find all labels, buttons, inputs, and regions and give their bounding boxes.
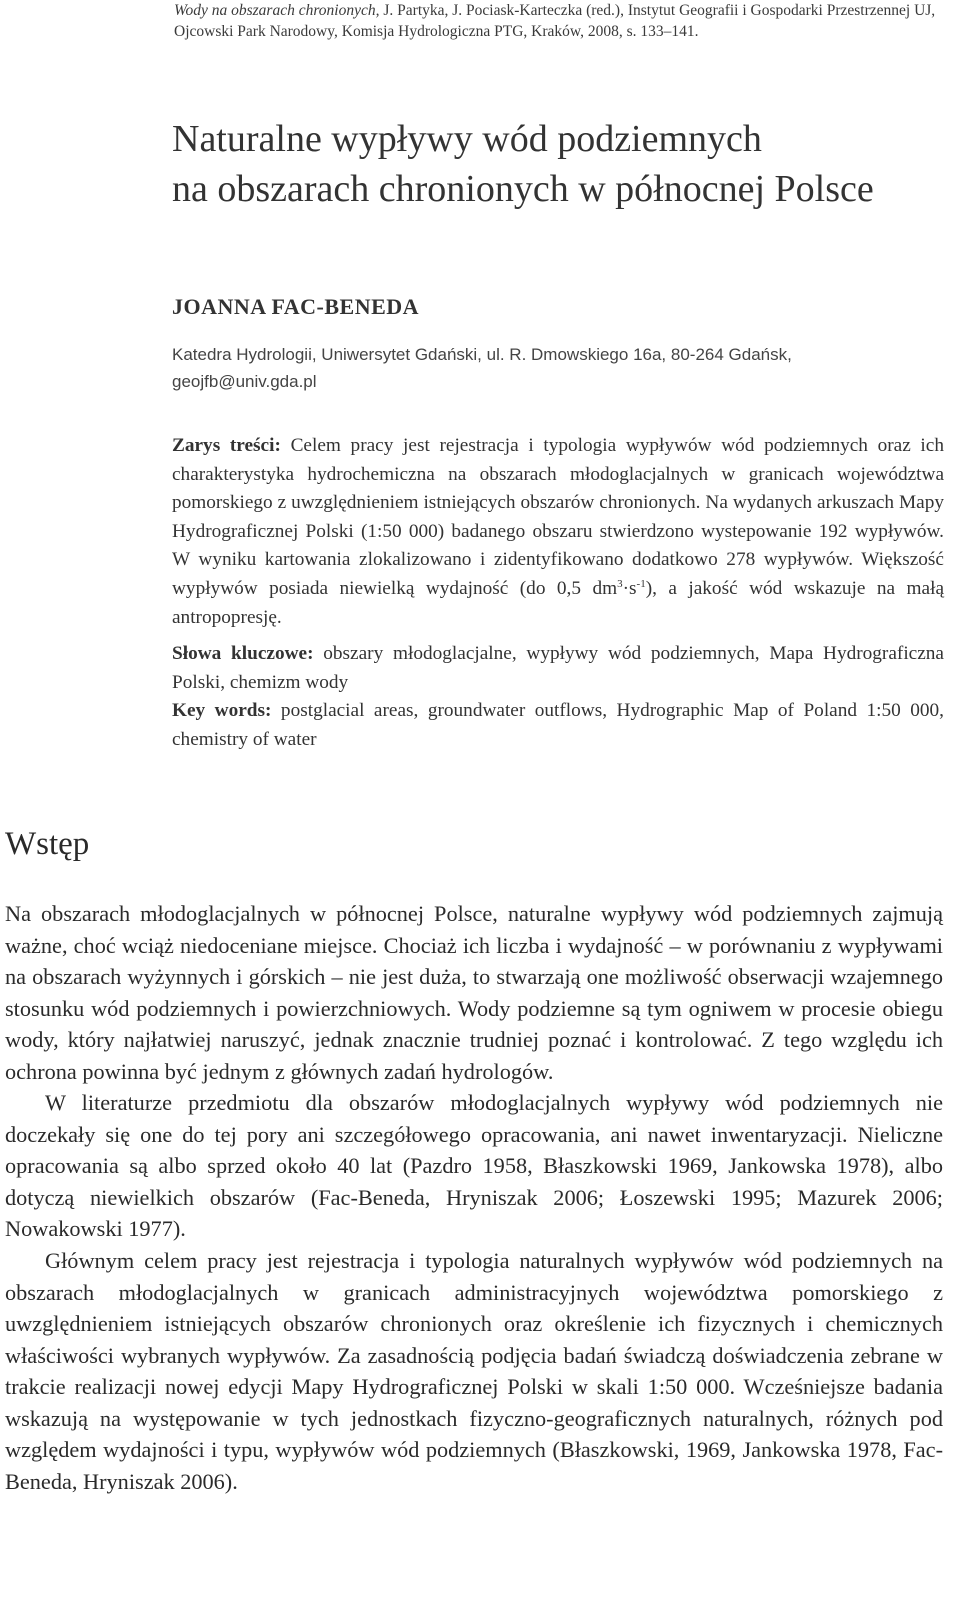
section-body: [5, 898, 943, 1497]
abstract: [172, 432, 944, 632]
keywords-polish-text: obszary młodoglacjalne, wypływy wód podziemnych, Mapa Hydrograficzna Polski, chemizm wody: [172, 643, 944, 693]
abstract-label: Zarys treści:: [172, 435, 281, 456]
unit-superscript-minus-1: -1: [636, 577, 646, 590]
abstract-text-end: ), a jakość wód wskazuje na małą antropopresję.: [172, 577, 945, 628]
keywords-english: [172, 697, 944, 754]
article-title-line-2: na obszarach chronionych w północnej Polsce: [172, 168, 874, 210]
abstract-block: [172, 432, 944, 755]
article-title: [172, 114, 944, 214]
citation-details: J. Partyka, J. Pociask-Karteczka (red.), Instytut Geografii i Gospodarki Przestrzennej UJ, Ojcowski Park Narodowy, Komisja Hydrologiczna PTG, Kraków, 2008, s. 133–141.: [174, 2, 936, 40]
citation-header: [174, 0, 946, 42]
section-heading: Wstęp: [5, 826, 90, 862]
keywords-polish-label: Słowa kluczowe:: [172, 643, 314, 665]
unit-middle: ·s: [622, 577, 637, 599]
source-title: Wody na obszarach chronionych,: [174, 2, 380, 19]
keywords-english-text: postglacial areas, groundwater outflows, Hydrographic Map of Poland 1:50 000, chemistry of water: [172, 700, 944, 750]
affiliation: [172, 341, 944, 395]
paragraph-1: Na obszarach młodoglacjalnych w północnej Polsce, naturalne wypływy wód podziemnych zajmują ważne, choć wciąż niedoceniane miejsce. Chociaż ich liczba i wydajność – w porównaniu z wypływami na obszarach wyżynnych i górskich – nie jest duża, to stwarzają one możliwość obserwacji wzajemnego stosunku wód podziemnych i powierzchniowych. Wody podziemne są tym ogniwem w procesie obiegu wody, który najłatwiej naruszyć, jednak znacznie trudniej poznać i kontrolować. Z tego względu ich ochrona powinna być jednym z głównych zadań hydrologów.: [5, 901, 943, 1084]
affiliation-address: Katedra Hydrologii, Uniwersytet Gdański, ul. R. Dmowskiego 16a, 80-264 Gdańsk,: [172, 345, 792, 364]
keywords-english-label: Key words:: [172, 700, 272, 722]
paragraph-2: W literaturze przedmiotu dla obszarów młodoglacjalnych wypływy wód podziemnych nie doczekały się one do tej pory ani szczegółowego opracowania, ani nawet inwentaryzacji. Nieliczne opracowania są albo sprzed około 40 lat (Pazdro 1958, Błaszkowski 1969, Jankowska 1978), albo dotyczą niewielkich obszarów (Fac-Beneda, Hryniszak 2006; Łoszewski 1995; Mazurek 2006; Nowakowski 1977).: [5, 1090, 943, 1242]
unit-superscript-3: 3: [617, 577, 623, 590]
paragraph-3: Głównym celem pracy jest rejestracja i typologia naturalnych wypływów wód podziemnych na obszarach młodoglacjalnych w granicach administracyjnych województwa pomorskiego z uwzględnieniem istniejących obszarów chronionych oraz określenie ich fizycznych i chemicznych właściwości wybranych wypływów. Za zasadnością podjęcia badań świadczą doświadczenia zebrane w trakcie realizacji nowej edycji Mapy Hydrograficznej Polski w skali 1:50 000. Wcześniejsze badania wskazują na występowanie w tych jednostkach fizyczno-geograficznych naturalnych, różnych pod względem wydajności i typu, wypływów wód podziemnych (Błaszkowski, 1969, Jankowska 1978, Fac-Beneda, Hryniszak 2006).: [5, 1248, 943, 1494]
affiliation-email: geojfb@univ.gda.pl: [172, 372, 317, 391]
article-title-line-1: Naturalne wypływy wód podziemnych: [172, 118, 762, 160]
author-name: JOANNA FAC-BENEDA: [172, 294, 420, 319]
abstract-text: Celem pracy jest rejestracja i typologia wypływów wód podziemnych oraz ich charakterystyka hydrochemiczna na obszarach młodoglacjalnych w granicach województwa pomorskiego z uwzględnieniem istniejących obszarów chronionych. Na wydanych arkuszach Mapy Hydrograficznej Polski (1:50 000) badanego obszaru stwierdzono wystepowanie 192 wypływów. W wyniku kartowania zlokalizowano i zidentyfikowano dodatkowo 278 wypływów. Większość wypływów posiada niewielką wydajność (do 0,5 dm: [172, 435, 944, 599]
keywords-polish: [172, 640, 944, 697]
